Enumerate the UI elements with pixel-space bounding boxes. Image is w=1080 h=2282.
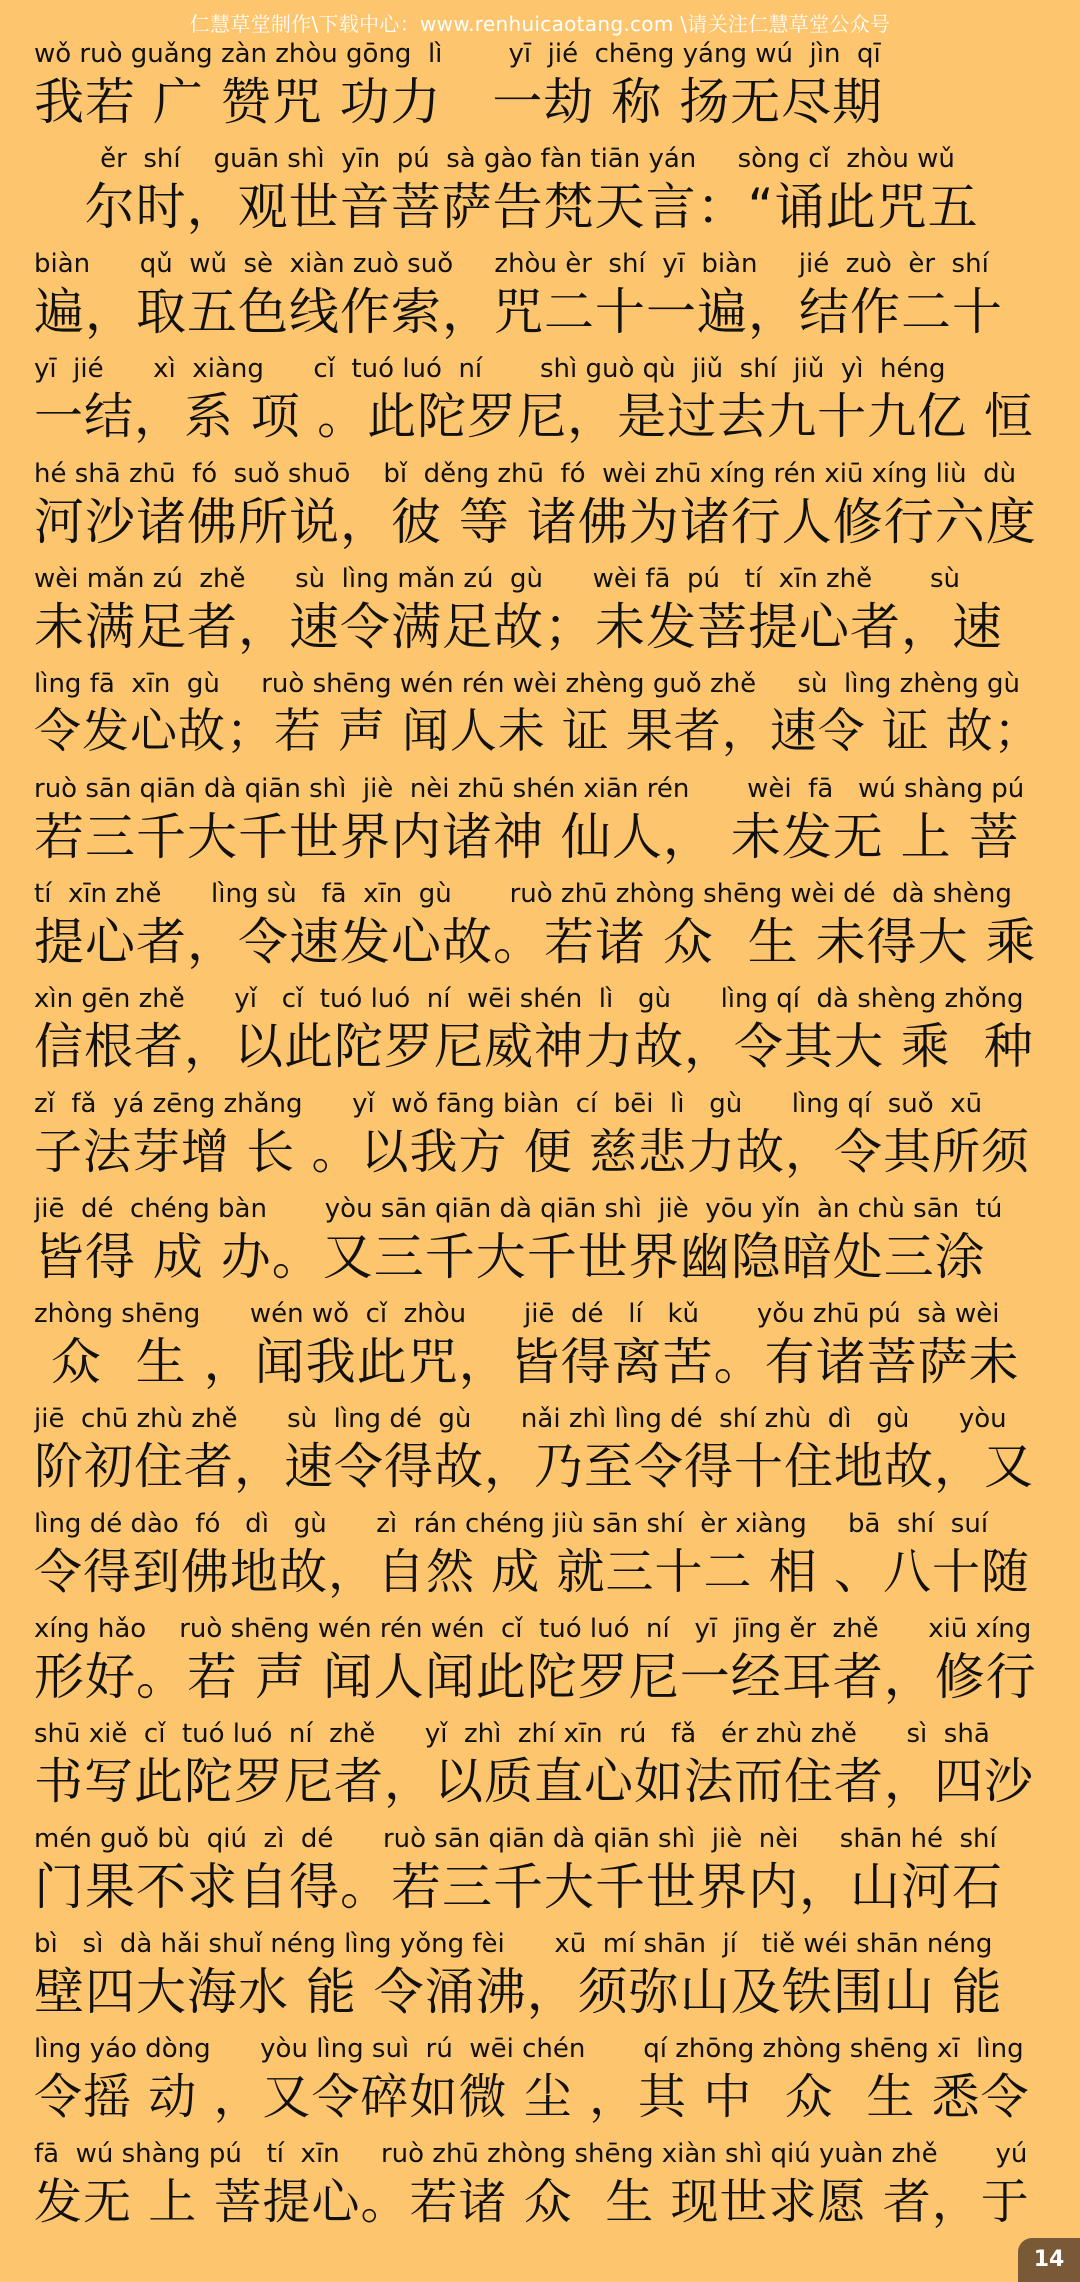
text-line	[34, 1403, 1044, 1508]
hanzi-row: 形好。若 声 闻人闻此陀罗尼一经耳者，修行	[34, 1648, 1037, 1706]
header-watermark: 仁慧草堂制作\下载中心：www.renhuicaotang.com \请关注仁慧草堂公众号	[189, 12, 891, 36]
pinyin-row: hé shā zhū fó suǒ shuō bǐ děng zhū fó wèi zhū xíng rén xiū xíng liù dù	[34, 459, 1017, 489]
pinyin-row: ěr shí guān shì yīn pú sà gào fàn tiān yán sòng cǐ zhòu wǔ	[34, 144, 955, 174]
text-line	[34, 773, 1044, 878]
text-line	[34, 2138, 1044, 2243]
text-line	[34, 1088, 1044, 1193]
hanzi-row: 信根者，以此陀罗尼威神力故，令其大 乘 种	[34, 1018, 1034, 1075]
hanzi-row: 遍，取五色线作索，咒二十一遍，结作二十	[34, 283, 1003, 341]
pinyin-row: fā wú shàng pú tí xīn ruò zhū zhòng shēng xiàn shì qiú yuàn zhě yú	[34, 2139, 1028, 2169]
text-line	[34, 143, 1044, 248]
text-line	[34, 1613, 1044, 1718]
hanzi-row: 若三千大千世界内诸神 仙人， 未发无 上 菩	[34, 808, 1020, 866]
text-line	[34, 1508, 1044, 1613]
pinyin-row: lìng fā xīn gù ruò shēng wén rén wèi zhèng guǒ zhě sù lìng zhèng gù	[34, 669, 1021, 699]
hanzi-row: 提心者，令速发心故。若诸 众 生 未得大 乘	[34, 913, 1037, 971]
text-line	[34, 1193, 1044, 1298]
text-line	[34, 563, 1044, 668]
text-line	[34, 353, 1044, 458]
pinyin-row: shū xiě cǐ tuó luó ní zhě yǐ zhì zhí xīn rú fǎ ér zhù zhě sì shā	[34, 1719, 990, 1749]
pinyin-row: xìn gēn zhě yǐ cǐ tuó luó ní wēi shén lì gù lìng qí dà shèng zhǒng	[34, 984, 1024, 1014]
pinyin-row: yī jié xì xiàng cǐ tuó luó ní shì guò qù jiǔ shí jiǔ yì héng	[34, 354, 946, 384]
text-line	[34, 1298, 1044, 1403]
pinyin-row: xíng hǎo ruò shēng wén rén wén cǐ tuó luó ní yī jīng ěr zhě xiū xíng	[34, 1614, 1032, 1644]
pinyin-row: tí xīn zhě lìng sù fā xīn gù ruò zhū zhòng shēng wèi dé dà shèng	[34, 879, 1012, 909]
hanzi-row: 一结，系 项 。此陀罗尼，是过去九十九亿 恒	[34, 388, 1034, 445]
text-line	[34, 38, 1044, 143]
hanzi-row: 发无 上 菩提心。若诸 众 生 现世求愿 者，于	[34, 2174, 1030, 2230]
pinyin-row: lìng dé dào fó dì gù zì rán chéng jiù sān shí èr xiàng bā shí suí	[34, 1509, 989, 1539]
hanzi-row: 子法芽增 长 。以我方 便 慈悲力故，令其所须	[34, 1124, 1031, 1180]
hanzi-row: 皆得 成 办。又三千大千世界幽隐暗处三涂	[34, 1228, 986, 1286]
text-line	[34, 1718, 1044, 1823]
pinyin-row: ruò sān qiān dà qiān shì jiè nèi zhū shén xiān rén wèi fā wú shàng pú	[34, 774, 1025, 804]
hanzi-row: 令发心故；若 声 闻人未 证 果者，速令 证 故；	[34, 704, 1042, 759]
hanzi-row: 令得到佛地故，自然 成 就三十二 相 、八十随	[34, 1544, 1031, 1600]
hanzi-row: 未满足者，速令满足故；未发菩提心者，速	[34, 598, 1003, 656]
text-line	[34, 248, 1044, 353]
hanzi-row: 壁四大海水 能 令涌沸，须弥山及铁围山 能	[34, 1963, 1003, 2021]
hanzi-row: 门果不求自得。若三千大千世界内，山河石	[34, 1858, 1003, 1916]
pinyin-row: jiē chū zhù zhě sù lìng dé gù nǎi zhì lìng dé shí zhù dì gù yòu	[34, 1404, 1007, 1434]
hanzi-row: 众 生 ，闻我此咒，皆得离苦。有诸菩萨未	[34, 1333, 1020, 1391]
pinyin-row: lìng yáo dòng yòu lìng suì rú wēi chén qí zhōng zhòng shēng xī lìng	[34, 2034, 1024, 2064]
pinyin-row: biàn qǔ wǔ sè xiàn zuò suǒ zhòu èr shí yī biàn jié zuò èr shí	[34, 249, 989, 279]
scripture-text	[34, 38, 1044, 2243]
hanzi-row: 尔时，观世音菩萨告梵天言：“诵此咒五	[34, 178, 979, 236]
hanzi-row: 我若 广 赞咒 功力 一劫 称 扬无尽期	[34, 73, 884, 131]
pinyin-row: jiē dé chéng bàn yòu sān qiān dà qiān shì jiè yōu yǐn àn chù sān tú	[34, 1194, 1003, 1224]
pinyin-row: mén guǒ bù qiú zì dé ruò sān qiān dà qiān shì jiè nèi shān hé shí	[34, 1824, 997, 1854]
text-line	[34, 458, 1044, 563]
text-line	[34, 2033, 1044, 2138]
text-line	[34, 878, 1044, 983]
pinyin-row: zǐ fǎ yá zēng zhǎng yǐ wǒ fāng biàn cí bēi lì gù lìng qí suǒ xū	[34, 1089, 983, 1119]
hanzi-row: 书写此陀罗尼者，以质直心如法而住者，四沙	[34, 1753, 1035, 1810]
text-line	[34, 1823, 1044, 1928]
page-number-badge: 14	[1018, 2238, 1080, 2282]
pinyin-row: bì sì dà hǎi shuǐ néng lìng yǒng fèi xū mí shān jí tiě wéi shān néng	[34, 1929, 993, 1959]
hanzi-row: 阶初住者，速令得故，乃至令得十住地故，又	[34, 1438, 1035, 1495]
hanzi-row: 令摇 动 ，又令碎如微 尘 ，其 中 众 生 悉令	[34, 2069, 1030, 2125]
pinyin-row: wèi mǎn zú zhě sù lìng mǎn zú gù wèi fā pú tí xīn zhě sù	[34, 564, 961, 594]
pinyin-row: wǒ ruò guǎng zàn zhòu gōng lì yī jié chēng yáng wú jìn qī	[34, 39, 881, 69]
hanzi-row: 河沙诸佛所说，彼 等 诸佛为诸行人修行六度	[34, 493, 1037, 551]
pinyin-row: zhòng shēng wén wǒ cǐ zhòu jiē dé lí kǔ yǒu zhū pú sà wèi	[34, 1299, 1000, 1329]
text-line	[34, 668, 1044, 773]
text-line	[34, 1928, 1044, 2033]
text-line	[34, 983, 1044, 1088]
